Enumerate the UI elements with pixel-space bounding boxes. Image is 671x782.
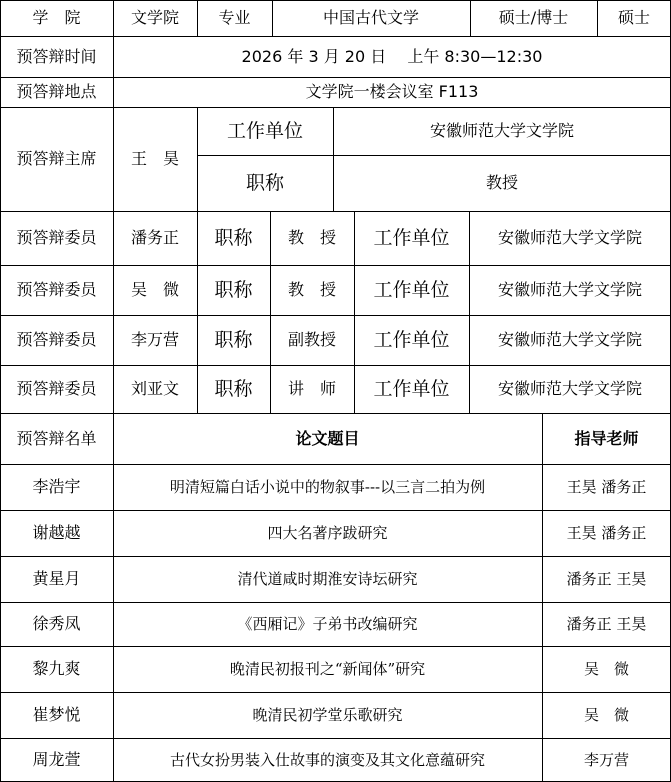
committee-unit: 安徽师范大学文学院 — [497, 280, 642, 300]
college-label: 学 院 — [32, 8, 81, 28]
chair-name: 王 昊 — [130, 149, 179, 169]
chair-title-value: 教授 — [485, 173, 518, 193]
thesis-topic: 清代道咸时期淮安诗坛研究 — [237, 570, 418, 588]
committee-title: 讲 师 — [287, 379, 336, 399]
student-name: 黎九爽 — [32, 659, 81, 679]
committee-unit-label: 工作单位 — [373, 328, 450, 351]
student-name: 徐秀凤 — [32, 614, 81, 634]
thesis-topic: 晚清民初报刊之“新闻体”研究 — [229, 660, 426, 678]
committee-title-label: 职称 — [214, 278, 253, 301]
thesis-topic: 《西厢记》子弟书改编研究 — [237, 615, 418, 633]
committee-unit: 安徽师范大学文学院 — [497, 330, 642, 350]
list-header-advisor: 指导老师 — [574, 428, 639, 448]
list-header-topic: 论文题目 — [295, 428, 360, 448]
committee-title-label: 职称 — [214, 328, 253, 351]
committee-title-label: 职称 — [214, 377, 253, 400]
degree-label: 硕士/博士 — [498, 8, 569, 28]
committee-title: 副教授 — [287, 330, 336, 350]
thesis-topic: 明清短篇白话小说中的物叙事---以三言二拍为例 — [169, 478, 486, 496]
committee-name: 潘务正 — [130, 228, 179, 248]
committee-name: 李万营 — [130, 330, 179, 350]
chair-label: 预答辩主席 — [16, 149, 97, 169]
thesis-topic: 晚清民初学堂乐歌研究 — [252, 706, 403, 724]
chair-unit-value: 安徽师范大学文学院 — [429, 121, 574, 141]
committee-name: 刘亚文 — [130, 379, 179, 399]
committee-unit-label: 工作单位 — [373, 278, 450, 301]
committee-unit: 安徽师范大学文学院 — [497, 228, 642, 248]
committee-label: 预答辩委员 — [16, 280, 97, 300]
advisor: 吴 微 — [583, 660, 629, 678]
advisor: 王昊 潘务正 — [566, 524, 647, 542]
thesis-topic: 四大名著序跋研究 — [267, 524, 388, 542]
committee-name: 吴 微 — [130, 280, 179, 300]
chair-title-label: 职称 — [245, 171, 284, 194]
major-value: 中国古代文学 — [322, 8, 419, 28]
location-label: 预答辩地点 — [16, 82, 97, 102]
advisor: 李万营 — [583, 750, 629, 769]
advisor: 王昊 潘务正 — [566, 478, 647, 496]
committee-label: 预答辩委员 — [16, 228, 97, 248]
committee-label: 预答辩委员 — [16, 379, 97, 399]
student-name: 李浩宇 — [32, 477, 81, 497]
chair-unit-label: 工作单位 — [226, 119, 303, 142]
committee-unit-label: 工作单位 — [373, 377, 450, 400]
advisor: 吴 微 — [583, 706, 629, 724]
degree-value: 硕士 — [617, 8, 650, 28]
time-label: 预答辩时间 — [16, 46, 97, 66]
committee-unit-label: 工作单位 — [373, 226, 450, 249]
college-value: 文学院 — [130, 8, 179, 28]
location-value: 文学院一楼会议室 F113 — [305, 82, 479, 102]
student-name: 周龙萱 — [32, 749, 81, 769]
advisor: 潘务正 王昊 — [566, 570, 647, 588]
student-name: 黄星月 — [32, 569, 81, 589]
committee-title-label: 职称 — [214, 226, 253, 249]
committee-label: 预答辩委员 — [16, 330, 97, 350]
time-value: 2026 年 3 月 20 日 上午 8:30—12:30 — [241, 46, 543, 66]
list-header-name: 预答辩名单 — [16, 428, 97, 448]
student-name: 崔梦悦 — [32, 705, 81, 725]
advisor: 潘务正 王昊 — [566, 615, 647, 633]
student-name: 谢越越 — [32, 523, 81, 543]
committee-unit: 安徽师范大学文学院 — [497, 379, 642, 399]
committee-title: 教 授 — [287, 228, 336, 248]
thesis-topic: 古代女扮男装入仕故事的演变及其文化意蕴研究 — [169, 750, 485, 769]
major-label: 专业 — [218, 8, 251, 28]
committee-title: 教 授 — [287, 280, 336, 300]
